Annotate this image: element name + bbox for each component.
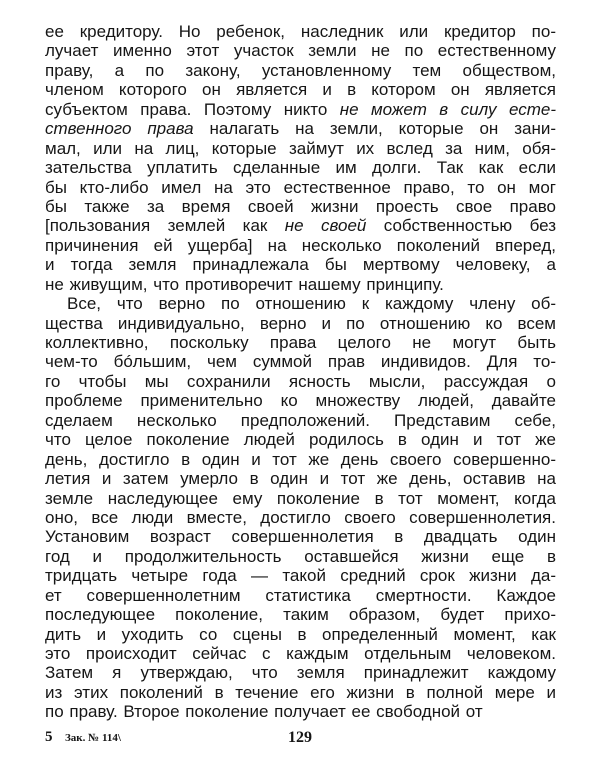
text-line bbox=[45, 119, 556, 138]
text-segment: причинения ей ущерба] на несколько поколений вперед, bbox=[45, 235, 556, 255]
text-segment: ее кредитору. Но ребенок, наследник или кредитор по- bbox=[45, 22, 556, 41]
text-segment: Установим возраст совершеннолетия в двадцать один bbox=[45, 527, 556, 547]
text-line bbox=[45, 100, 556, 119]
text-line bbox=[45, 372, 556, 391]
text-segment: не живущим, что противоречит нашему принципу. bbox=[45, 274, 444, 294]
text-line bbox=[45, 586, 556, 605]
paragraph bbox=[45, 294, 556, 722]
text-segment: Затем я утверждаю, что земля принадлежит каждому bbox=[45, 663, 556, 683]
text-line bbox=[45, 22, 556, 41]
text-segment: мал, или на лиц, которые займут их вслед за ним, обя- bbox=[45, 138, 556, 158]
italic-text: не своей bbox=[284, 216, 367, 236]
text-line bbox=[45, 625, 556, 644]
text-line bbox=[45, 275, 556, 294]
text-line bbox=[45, 236, 556, 255]
text-segment: день, достигло в один и тот же день своего совершенно- bbox=[45, 449, 556, 469]
text-line bbox=[45, 527, 556, 546]
text-line bbox=[45, 41, 556, 60]
text-segment: дить и уходить со сцены в определенный момент, как bbox=[45, 624, 556, 644]
text-line bbox=[45, 333, 556, 352]
text-segment: что целое поколение людей родилось в один и тот же bbox=[45, 430, 556, 450]
text-line bbox=[45, 566, 556, 585]
text-segment: последующее поколение, таким образом, будет прихо- bbox=[45, 605, 556, 625]
text-segment: оно, все люди вместе, достигло своего совершеннолетия. bbox=[45, 507, 556, 527]
page-footer bbox=[45, 729, 556, 749]
text-line bbox=[45, 663, 556, 682]
text-segment: праву, а по закону, установленному тем обществом, bbox=[45, 60, 556, 80]
text-segment: бы кто-либо имел на это естественное право, то он мог bbox=[45, 177, 556, 197]
text-line bbox=[45, 702, 556, 721]
text-line bbox=[45, 469, 556, 488]
signature-number: 5 bbox=[45, 729, 53, 745]
text-segment: ет совершеннолетним статистика смертности. Каждое bbox=[45, 585, 556, 605]
text-line bbox=[45, 158, 556, 177]
text-segment: зательства уплатить сделанные им долги. Так как если bbox=[45, 158, 556, 178]
text-segment: сделаем несколько предположений. Представим себе, bbox=[45, 410, 556, 430]
text-segment: Все, что верно по отношению к каждому члену об- bbox=[67, 294, 556, 314]
text-segment: бы также за время своей жизни проесть свое право bbox=[45, 196, 556, 216]
text-line bbox=[45, 391, 556, 410]
text-segment: и тогда земля принадлежала бы мертвому человеку, а bbox=[45, 255, 556, 275]
text-line bbox=[45, 139, 556, 158]
italic-text: ственного права bbox=[45, 119, 194, 139]
text-line bbox=[45, 605, 556, 624]
text-segment: [пользования землей как bbox=[45, 216, 285, 236]
text-segment: чем-то бóльшим, чем суммой прав индивидов. Для то- bbox=[45, 352, 556, 372]
text-segment: тридцать четыре года — такой средний срок жизни да- bbox=[45, 566, 556, 586]
text-line bbox=[45, 80, 556, 99]
text-line bbox=[45, 683, 556, 702]
text-line bbox=[45, 644, 556, 663]
text-line bbox=[45, 547, 556, 566]
text-line bbox=[45, 216, 556, 235]
page-number: 129 bbox=[288, 729, 312, 746]
text-segment: субъектом права. Поэтому никто bbox=[45, 99, 340, 119]
text-segment: летия и затем умерло в один и тот же день, оставив на bbox=[45, 469, 556, 489]
text-segment: собственностью без bbox=[366, 216, 557, 236]
page-body-text bbox=[45, 22, 556, 722]
text-line bbox=[45, 178, 556, 197]
text-segment: из этих поколений в течение его жизни в полной мере и bbox=[45, 682, 556, 702]
text-segment: го чтобы мы сохранили ясность мысли, рассуждая о bbox=[45, 371, 556, 391]
text-segment: проблеме применительно ко множеству людей, давайте bbox=[45, 391, 556, 411]
text-segment: налагать на земли, которые он зани- bbox=[193, 119, 557, 139]
text-line bbox=[45, 508, 556, 527]
text-line bbox=[45, 352, 556, 371]
text-segment: щества индивидуально, верно и по отношению ко всем bbox=[45, 313, 556, 333]
text-segment: членом которого он является и в котором он является bbox=[45, 80, 556, 100]
printing-order-mark: Зак. № 114\ bbox=[65, 732, 121, 744]
text-line bbox=[45, 61, 556, 80]
text-segment: земле наследующее ему поколение в тот момент, когда bbox=[45, 488, 556, 508]
text-segment: коллективно, поскольку права целого не могут быть bbox=[45, 333, 556, 352]
text-line bbox=[45, 294, 556, 313]
text-line bbox=[45, 314, 556, 333]
text-segment: это происходит сейчас с каждым отдельным человеком. bbox=[45, 644, 556, 663]
text-line bbox=[45, 197, 556, 216]
text-line bbox=[45, 489, 556, 508]
italic-text: не может в силу есте- bbox=[339, 99, 556, 119]
text-segment: лучает именно этот участок земли не по естественному bbox=[45, 41, 556, 61]
text-segment: по праву. Второе поколение получает ее свободной от bbox=[45, 702, 483, 722]
text-line bbox=[45, 450, 556, 469]
text-line bbox=[45, 430, 556, 449]
text-segment: год и продолжительность оставшейся жизни еще в bbox=[45, 546, 556, 566]
text-line bbox=[45, 411, 556, 430]
paragraph bbox=[45, 22, 556, 294]
text-line bbox=[45, 255, 556, 274]
